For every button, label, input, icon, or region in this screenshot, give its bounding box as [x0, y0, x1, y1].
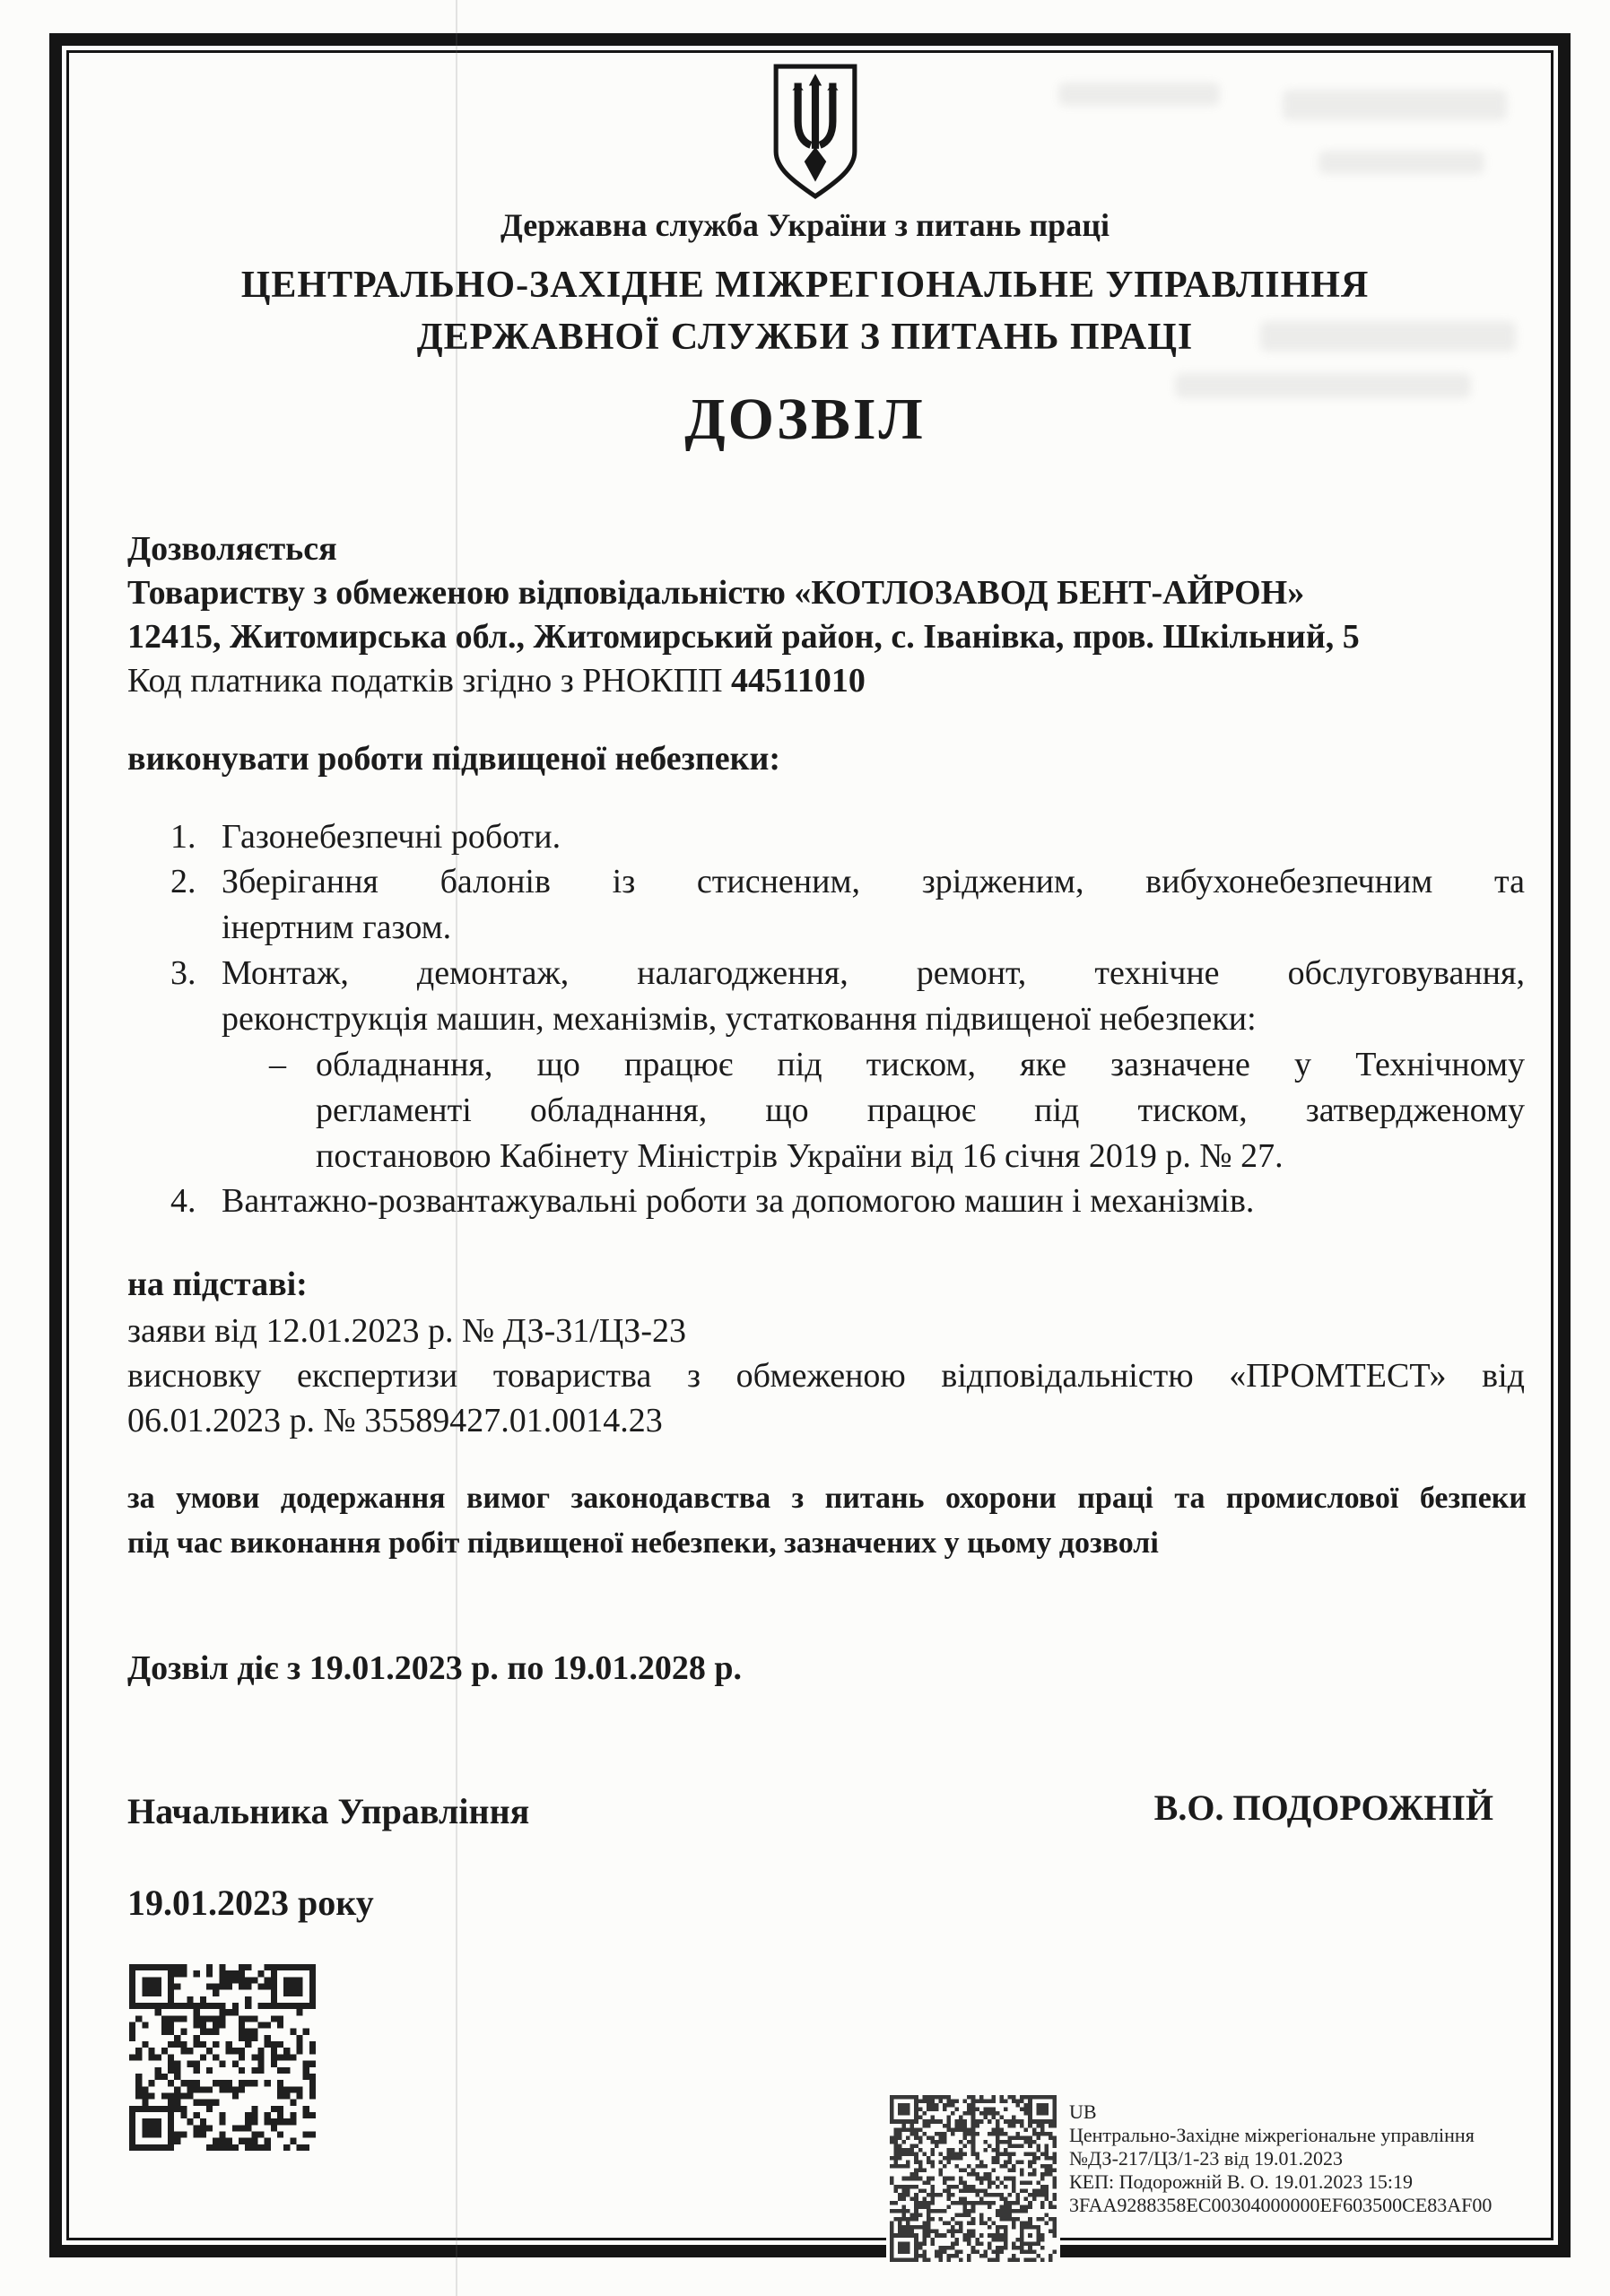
tax-code-value: 44511010 — [731, 662, 866, 700]
tax-code-line — [127, 659, 1545, 703]
condition-line: за умови додержання вимог законодавства з питань охорони праці та промислової безпеки — [127, 1482, 1527, 1515]
list-item-line: Зберігання балонів із стисненим, зрідженим, вибухонебезпечним та — [222, 863, 1525, 900]
list-subitem-dash: – — [269, 1046, 286, 1083]
qr-code — [129, 1964, 316, 2151]
list-item-number: 2. — [170, 863, 196, 900]
condition-clause — [127, 1476, 1527, 1566]
office-name-line-1: ЦЕНТРАЛЬНО-ЗАХІДНЕ МІЖРЕГІОНАЛЬНЕ УПРАВЛІННЯ — [240, 265, 1370, 306]
list-item-number: 4. — [170, 1182, 196, 1220]
list-item-number: 3. — [170, 954, 196, 992]
works-heading: виконувати роботи підвищеної небезпеки: — [127, 740, 781, 778]
document-title: ДОЗВІЛ — [684, 387, 926, 452]
list-item-line: Монтаж, демонтаж, налагодження, ремонт, технічне обслуговування, — [222, 954, 1525, 992]
issue-date: 19.01.2023 року — [127, 1883, 374, 1923]
stamp-office: Центрально-Західне міжрегіональне управління — [1069, 2124, 1475, 2146]
basis-heading: на підставі: — [127, 1265, 308, 1303]
electronic-stamp — [1069, 2100, 1571, 2217]
list-subitem-line: постановою Кабінету Міністрів України від 16 січня 2019 р. № 27. — [316, 1137, 1284, 1175]
validity-period: Дозвіл діє з 19.01.2023 р. по 19.01.2028 р. — [127, 1649, 742, 1687]
agency-name: Державна служба України з питань праці — [500, 207, 1110, 243]
office-name-line-2: ДЕРЖАВНОЇ СЛУЖБИ З ПИТАНЬ ПРАЦІ — [416, 317, 1194, 358]
list-item-line: Вантажно-розвантажувальні роботи за допомогою машин і механізмів. — [222, 1182, 1255, 1220]
basis-application-line: заяви від 12.01.2023 р. № ДЗ-31/ЦЗ-23 — [127, 1312, 686, 1350]
condition-line: під час виконання робіт підвищеної небезпеки, зазначених у цьому дозволі — [127, 1526, 1159, 1560]
signer-position: Начальника Управління — [127, 1791, 530, 1831]
basis-expertise-line: висновку експертизи товариства з обмеженою відповідальністю «ПРОМТЕСТ» від — [127, 1357, 1525, 1395]
stamp-qr-code — [886, 2092, 1060, 2266]
list-item-line: Газонебезпечні роботи. — [222, 818, 561, 856]
company-name: Товариству з обмеженою відповідальністю «КОТЛОЗАВОД БЕНТ-АЙРОН» — [127, 574, 1305, 612]
stamp-hash: 3FAA9288358EC00304000000EF603500CE83AF00 — [1069, 2194, 1493, 2216]
list-item-number: 1. — [170, 818, 196, 856]
stamp-code: UB — [1069, 2100, 1097, 2123]
scan-artifact — [1058, 83, 1220, 106]
ukraine-trident-emblem-icon — [770, 63, 861, 199]
list-subitem-line: обладнання, що працює під тиском, яке зазначене у Технічному — [316, 1046, 1525, 1083]
company-address: 12415, Житомирська обл., Житомирський район, с. Іванівка, пров. Шкільний, 5 — [127, 618, 1360, 656]
list-subitem-line: регламенті обладнання, що працює під тиском, затвердженому — [316, 1091, 1525, 1129]
signer-name: В.О. ПОДОРОЖНІЙ — [1153, 1787, 1493, 1828]
scan-artifact — [1283, 90, 1507, 120]
basis-expertise-number-line: 06.01.2023 р. № 35589427.01.0014.23 — [127, 1402, 663, 1439]
tax-code-prefix: Код платника податків згідно з РНОКПП — [127, 662, 723, 700]
list-item-line: реконструкція машин, механізмів, устатковання підвищеної небезпеки: — [222, 1000, 1257, 1038]
granted-label: Дозволяється — [127, 530, 337, 568]
stamp-doc-number: №ДЗ-217/ЦЗ/1-23 від 19.01.2023 — [1069, 2147, 1344, 2170]
permit-intro — [127, 527, 1545, 703]
scan-artifact — [1318, 151, 1484, 174]
list-item-line: інертним газом. — [222, 909, 452, 946]
stamp-kep-line: КЕП: Подорожній В. О. 19.01.2023 15:19 — [1069, 2170, 1414, 2193]
